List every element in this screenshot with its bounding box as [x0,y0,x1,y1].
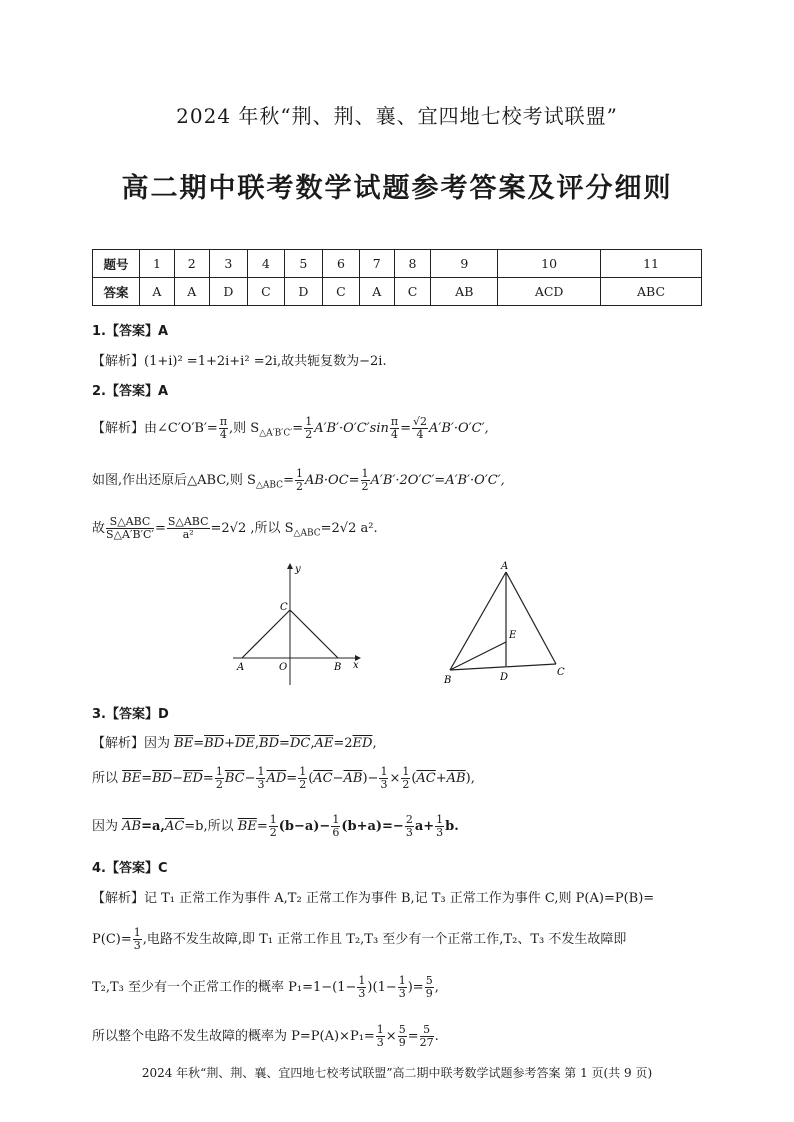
text: b. [445,819,459,834]
segment-ac [506,572,556,664]
fraction [304,416,313,441]
subscript: △A′B′C′ [259,428,293,439]
document-title: 2024 年秋“荆、荆、襄、宜四地七校考试联盟” [176,104,618,128]
text: =2√2 a². [320,521,378,536]
table-cell: C [394,278,431,306]
text: ), [465,771,475,786]
denominator: 2 [215,778,223,791]
q2-analysis-line1 [92,416,489,441]
denominator: 4 [416,428,424,441]
q1-answer-heading: 1.【答案】A [92,324,169,339]
denominator: 2 [305,428,313,441]
fraction [390,416,399,441]
text: = [279,736,290,751]
numerator: 1 [299,765,307,778]
text: AB·OC= [304,473,360,488]
subscript: △ABC [293,528,321,539]
fraction [298,766,307,791]
fraction [425,975,434,1000]
q3-analysis-line1 [92,732,377,751]
vector-ed: $\overline{ED}$ [182,771,203,786]
table-cell: C [248,278,285,306]
text: =b,所以 [184,819,238,834]
denominator: 4 [390,428,398,441]
table-cell: 8 [394,250,431,278]
answer-table-answer-row [93,278,702,306]
q4-analysis-line2 [92,927,626,952]
text: A′B′·O′C′, [429,421,489,436]
text: A′B′·O′C′sin [314,421,389,436]
text: . [434,1029,439,1044]
table-cell: 3 [209,250,247,278]
table-cell: 9 [431,250,498,278]
table-cell: 1 [140,250,175,278]
q3-answer-heading: 3.【答案】D [92,707,169,722]
text: 所以整个电路不发生故障的概率为 P=P(A)×P₁= [92,1029,375,1044]
table-cell: C [323,278,360,306]
numerator: 1 [257,765,265,778]
fraction [361,468,370,493]
q2-analysis-line2 [92,468,505,493]
label-x: x [353,660,359,671]
vector-bd: $\overline{BD}$ [152,771,173,786]
q2-answer-heading: 2.【答案】A [92,384,169,399]
label-d: D [500,672,509,683]
q2-analysis-line3 [92,516,378,541]
text: 如图,作出还原后△ABC,则 S [92,473,256,488]
q4-analysis-line4 [92,1024,439,1049]
fraction [379,766,388,791]
text: − [244,771,256,786]
text: A′B′·2O′C′=A′B′·O′C′, [370,473,505,488]
vector-ac: $\overline{AC}$ [164,819,185,834]
vector-bd: $\overline{BD}$ [204,736,225,751]
figure-coordinate-triangle [228,560,368,690]
numerator: S△ABC [106,516,154,529]
text: = [407,1029,419,1044]
fraction [106,516,154,541]
vector-ab: $\overline{AB}$ [446,771,466,786]
fraction [331,814,340,839]
text: × [389,771,401,786]
fraction [357,975,366,1000]
table-cell: D [209,278,247,306]
label-b: B [444,675,452,686]
denominator: S△A′B′C′ [106,528,154,541]
text: 【解析】因为 [92,736,175,751]
segment-ab [450,572,506,670]
text: 故 [92,521,106,536]
text: a+ [414,819,435,834]
text: = [154,521,166,536]
text: = [202,771,214,786]
label-b: B [334,662,342,673]
label-e: E [509,630,517,641]
text: =2 [333,736,353,751]
fraction [269,814,278,839]
text: + [224,736,235,751]
page-footer: 2024 年秋“荆、荆、襄、宜四地七校考试联盟”高二期中联考数学试题参考答案 第 1 页(共 9 页) [141,1066,653,1080]
q4-analysis-line1: 【解析】记 T₁ 正常工作为事件 A,T₂ 正常工作为事件 B,记 T₃ 正常工作为事件 C,则 P(A)=P(B)= [92,891,655,906]
text: − [332,771,344,786]
numerator: S△ABC [167,515,209,528]
vector-bc: $\overline{BC}$ [224,771,245,786]
answer-table-number-row [93,250,702,278]
vector-bd: $\overline{BD}$ [259,736,280,751]
table-cell: 11 [601,250,702,278]
text: , [372,736,377,751]
text: = [292,421,304,436]
numerator: π [390,415,399,428]
text: )− [362,771,379,786]
text: = [256,819,268,834]
numerator: 1 [295,467,303,480]
numerator: 1 [133,926,141,939]
vector-ac: $\overline{AC}$ [416,771,436,786]
segment-ac [242,610,290,658]
numerator: 1 [358,974,366,987]
table-cell: 5 [284,250,322,278]
text: )= [407,980,424,995]
numerator: 1 [361,467,369,480]
text: = [141,771,153,786]
text: =2√2 ,所以 S [210,521,294,536]
table-cell: A [140,278,175,306]
numerator: 1 [305,415,313,428]
vector-ed: $\overline{ED}$ [352,736,373,751]
text: + [435,771,447,786]
text: , [254,736,260,751]
table-cell: D [284,278,322,306]
text: = [193,736,205,751]
label-y: y [295,564,301,575]
numerator: π [219,415,228,428]
q1-analysis: 【解析】(1+i)² =1+2i+i² =2i,故共轭复数为−2i. [92,354,387,369]
answer-table [92,249,702,306]
fraction [167,516,210,541]
subscript: △ABC [255,480,284,491]
text: 因为 [92,819,123,834]
fraction [219,416,228,441]
denominator: 3 [405,826,413,839]
row-label: 答案 [93,278,140,306]
table-cell: 7 [359,250,394,278]
vector-be: $\overline{BE}$ [174,736,194,751]
numerator: 1 [332,813,340,826]
text: ( [411,771,417,786]
text: , [434,980,439,995]
denominator: 2 [295,480,303,493]
numerator: 1 [269,813,277,826]
numerator: 1 [215,765,223,778]
fraction [435,814,444,839]
vector-de: $\overline{DE}$ [234,736,255,751]
denominator: 3 [376,1036,384,1049]
q4-answer-heading: 4.【答案】C [92,861,168,876]
denominator: 9 [425,987,433,1000]
text: ,则 S [229,421,260,436]
denominator: 27 [419,1036,434,1049]
vector-ae: $\overline{AE}$ [314,736,334,751]
denominator: 3 [358,987,366,1000]
numerator: 5 [420,1024,434,1037]
text: = [400,421,412,436]
table-cell: 4 [248,250,285,278]
fraction [420,1024,434,1049]
text: ( [308,771,314,786]
figure-triangle-abc [438,558,578,688]
table-cell: ABC [601,278,702,306]
denominator: 2 [269,826,277,839]
numerator: √2 [413,415,428,428]
vector-ac: $\overline{AC}$ [313,771,333,786]
segment-cb [290,610,338,658]
text: = [283,473,294,488]
numerator: 1 [380,765,388,778]
q3-analysis-line3 [92,814,459,839]
document-subtitle: 高二期中联考数学试题参考答案及评分细则 [121,173,673,204]
text: ,电路不发生故障,即 T₁ 正常工作且 T₂,T₃ 至少有一个正常工作,T₂、T₃ 不发生故障即 [142,932,627,947]
table-cell: 2 [174,250,209,278]
denominator: 2 [361,480,369,493]
text: P(C)= [92,932,132,947]
q3-analysis-line2 [92,766,475,791]
denominator: 6 [332,826,340,839]
numerator: 2 [405,813,413,826]
denominator: 3 [133,939,141,952]
text: = [286,771,298,786]
label-a: A [237,662,245,673]
numerator: 1 [398,974,406,987]
text: , [310,736,315,751]
vector-dc: $\overline{DC}$ [289,736,311,751]
denominator: 9 [398,1036,406,1049]
text: )(1− [367,980,397,995]
vector-ad: $\overline{AD}$ [266,771,287,786]
text: (b+a)=− [341,819,404,834]
denominator: 2 [299,778,307,791]
q4-analysis-line3 [92,975,439,1000]
denominator: 3 [398,987,406,1000]
label-c: C [280,602,288,613]
text: =a, [141,819,165,834]
numerator: 5 [425,974,433,987]
fraction [256,766,265,791]
text: − [172,771,183,786]
denominator: 3 [380,778,388,791]
fraction [412,416,428,441]
fraction [376,1024,385,1049]
numerator: 5 [398,1023,406,1036]
vector-be: $\overline{BE}$ [237,819,257,834]
label-o: O [279,662,288,673]
row-label: 题号 [93,250,140,278]
text: 【解析】由∠C′O′B′= [92,421,218,436]
denominator: 2 [402,778,410,791]
text: T₂,T₃ 至少有一个正常工作的概率 P₁=1−(1− [92,980,357,995]
denominator: 3 [257,778,265,791]
table-cell: AB [431,278,498,306]
text: 所以 [92,771,123,786]
table-cell: 6 [323,250,360,278]
vector-ab: $\overline{AB}$ [122,819,142,834]
fraction [398,1024,407,1049]
text: × [385,1029,397,1044]
vector-be: $\overline{BE}$ [122,771,142,786]
denominator: a² [182,528,194,541]
segment-bc [450,664,556,670]
table-cell: A [174,278,209,306]
numerator: 1 [436,813,444,826]
fraction [215,766,224,791]
vector-ab: $\overline{AB}$ [343,771,363,786]
denominator: 3 [436,826,444,839]
denominator: 4 [219,428,227,441]
table-cell: A [359,278,394,306]
fraction [401,766,410,791]
numerator: 1 [402,765,410,778]
label-c: C [557,667,565,678]
fraction [133,927,142,952]
numerator: 1 [376,1023,384,1036]
text: (b−a)− [278,819,331,834]
fraction [405,814,414,839]
table-cell: ACD [498,278,601,306]
table-cell: 10 [498,250,601,278]
label-a: A [501,561,509,572]
fraction [295,468,304,493]
fraction [398,975,407,1000]
